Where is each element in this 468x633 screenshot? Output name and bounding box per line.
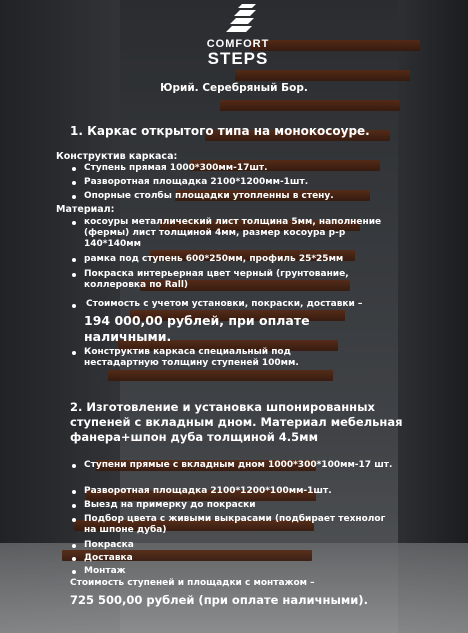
structure-item: Разворотная площадка 2100*1200мм-1шт. <box>84 177 309 187</box>
bullet <box>72 351 76 355</box>
bullet <box>72 557 76 561</box>
section2-item: Подбор цвета с живыми выкрасами (подбирает технолог на шпоне дуба) <box>84 514 386 535</box>
brand-logo <box>196 4 280 74</box>
material-item: рамка под ступень 600*250мм, профиль 25*25мм <box>84 254 344 264</box>
section1-title: 1. Каркас открытого типа на монокосоуре. <box>70 124 370 138</box>
stacked-steps-icon <box>208 4 268 38</box>
bullet <box>72 258 76 262</box>
bullet <box>72 504 76 508</box>
brand-name-line2: STEPS <box>207 49 269 68</box>
structure-item: Ступень прямая 1000*300мм-17шт. <box>84 163 268 173</box>
section2-item: Монтаж <box>84 566 126 576</box>
structure-item: Опорные столбы площадки утопленны в стену. <box>84 191 334 201</box>
bullet <box>72 490 76 494</box>
bullet <box>72 181 76 185</box>
section2-item: Покраска <box>84 540 134 550</box>
bullet <box>72 221 76 225</box>
section2-title: 2. Изготовление и установка шпонированных ступеней с вкладным дном. Материал мебельная фанера+шпон дуба толщиной 4.5мм <box>70 400 403 444</box>
client-location: Юрий. Серебряный Бор. <box>160 82 308 94</box>
bullet <box>72 273 76 277</box>
bullet <box>72 464 76 468</box>
section2-item: Ступени прямые с вкладным дном 1000*300*100мм-17 шт. <box>84 460 393 470</box>
bullet <box>72 570 76 574</box>
section2-cost-price: 725 500,00 рублей (при оплате наличными). <box>70 593 368 607</box>
bullet <box>72 167 76 171</box>
section2-cost-text: Стоимость ступеней и площадки с монтажом – <box>70 578 315 588</box>
bullet <box>72 195 76 199</box>
bullet <box>72 544 76 548</box>
material-item: Покраска интерьерная цвет черный (грунтование, коллеровка по Rall) <box>84 269 349 290</box>
section2-item: Выезд на примерку до покраски <box>84 500 256 510</box>
section1-material-label: Материал: <box>56 204 115 215</box>
material-item: косоуры металлический лист толщина 5мм, наполнение (фермы) лист толщиной 4мм, размер косоура р-р 140*140мм <box>84 217 382 249</box>
section2-item: Доставка <box>84 553 133 563</box>
section1-cost-price: 194 000,00 рублей, при оплате наличными. <box>84 313 310 344</box>
brand-name-line1: COMFORT <box>206 38 270 50</box>
section2-item: Разворотная площадка 2100*1200*100мм-1шт. <box>84 486 332 496</box>
section1-cost-text: Стоимость с учетом установки, покраски, доставки – <box>86 299 363 309</box>
section1-structure-label: Конструктив каркаса: <box>56 151 178 162</box>
bullet <box>72 518 76 522</box>
bullet <box>72 304 76 308</box>
section1-note: Конструктив каркаса специальный под нестадартную толщину ступеней 100мм. <box>84 347 299 368</box>
